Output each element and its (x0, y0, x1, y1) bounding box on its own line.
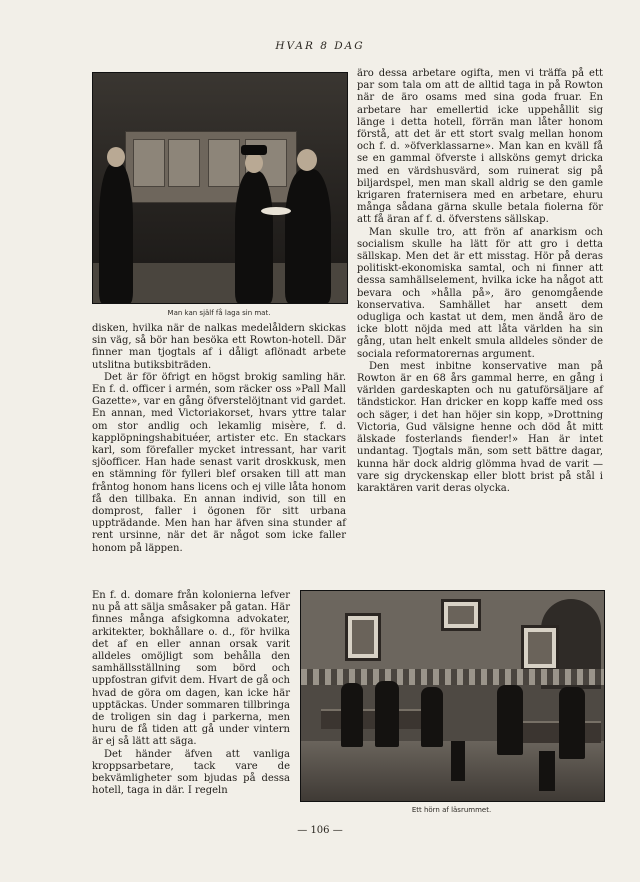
seated-reader (375, 681, 399, 747)
paragraph: En f. d. domare från kolonierna lefver nu på att sälja småsaker på gatan. Här finnes många afsigkomna advokater, arkitekter, bokhållare o. d., för hvilka det af en eller annan orsak varit alldeles omöjligt som behålla den samhällsställning som börd och uppfostran gifvit dem. Hvart de gå och hvad de göra om dagen, kan icke här upptäckas. Under sommaren tillbringa de troligen sin dag i parkerna, men huru de få tiden att gå under vintern är ej så lätt att säga. (92, 590, 290, 748)
paragraph: Man skulle tro, att frön af anarkism och socialism skulle ha lätt för att gro i detta sällskap. Men det är ett misstag. Hör på deras politiskt-ekonomiska samtal, och ni finner att dessa samhällselement, hvilka icke ha något att bevara och »hålla på», äro genomgående konservativa. Samhället har ansett dem odugliga och kastat ut dem, men ändå äro de icke blott nöjda med att låta världen ha sin gång, utan helt enkelt smula alldeles sönder de sociala reformatorernas argument. (357, 226, 603, 360)
cook-head (107, 147, 125, 167)
man-figure (285, 169, 331, 303)
reading-room-photo (300, 590, 605, 802)
page-number: — 106 — (297, 825, 343, 836)
left-column-narrow (92, 590, 290, 797)
chair (451, 741, 465, 781)
man-figure (235, 171, 273, 303)
running-head: HVAR 8 DAG (275, 40, 365, 52)
man-head (245, 153, 263, 173)
paragraph: Den mest inbitne konservative man på Rowton är en 68 års gammal herre, en gång i världen gardeskapten och nu gatuförsäljare af tändstickor. Han dricker en kopp kaffe med oss och säger, i det han höjer sin kopp, »Drottning Victoria, Gud välsigne henne och död åt mitt älskade fosterlands fiender!» Han är intet undantag. Tjogtals män, som sett bättre dagar, kunna här dock aldrig glömma hvad de varit — vare sig dryckenskap eller blott brist på stål i karaktären varit deras olycka. (357, 360, 603, 494)
oven-door (208, 139, 240, 187)
paragraph: äro dessa arbetare ogifta, men vi träffa på ett par som tala om att de alltid taga in på Rowton när de äro osams med sina goda fruar. En arbetare har emellertid icke uppehållit sig länge i detta hotell, förrän man låter honom förstå, att det är ett stort svalg mellan honom och f. d. »öfverklassarne». Man kan en kväll få se en gammal öfverste i allsköns gemyt dricka med en värdshusvärd, som ruinerat sig på biljardspel, men man skall aldrig se den gamle krigaren fraternisera med en arbetare, ehuru många sådana gärna skulle betala fiolerna för att få äran af f. d. öfverstens sällskap. (357, 68, 603, 226)
oven-door (168, 139, 200, 187)
kitchen-photo (92, 72, 348, 304)
plate (261, 207, 291, 215)
right-column-top (357, 68, 603, 495)
seated-reader (497, 685, 523, 755)
paragraph: Det händer äfven att vanliga kroppsarbetare, tack vare de bekvämligheter som bjudas på dessa hotell, taga in där. I regeln (92, 748, 290, 797)
wall-picture (521, 625, 559, 671)
caption-kitchen: Man kan själf få laga sin mat. (167, 309, 271, 317)
chair (539, 751, 555, 791)
seated-reader (341, 683, 363, 747)
cook-figure (99, 163, 133, 303)
bowler-hat (241, 145, 267, 155)
left-column (92, 323, 346, 555)
seated-reader (421, 687, 443, 747)
wall-picture (345, 613, 381, 661)
oven-door (133, 139, 165, 187)
caption-reading-room: Ett hörn af läsrummet. (411, 806, 492, 814)
man-head (297, 149, 317, 171)
seated-reader (559, 687, 585, 759)
wall-picture (441, 599, 481, 631)
paragraph: Det är för öfrigt en högst brokig samling här. En f. d. officer i armén, som räcker oss »Pall Mall Gazette», var en gång öfverstelöjtnant vid gardet. En annan, med Victoriakorset, hvars yttre talar om stor andlig och lekamlig misère, f. d. kapplöpningshabituéer, artister etc. En stackars karl, som förefaller mycket intressant, har varit sjöofficer. Han hade senast varit droskkusk, men en stämning för fylleri blef orsaken till att man fråntog honom hans licens och ej ville låta honom få den tillbaka. En annan individ, son till en domprost, faller i ögonen för sitt urbana uppträdande. Men han har äfven sina stunder af rent ursinne, när det är något som icke faller honom på läppen. (92, 371, 346, 554)
paragraph: disken, hvilka när de nalkas medelåldern skickas sin väg, så bör han besöka ett Rowton-hotell. Där finner man tjogtals af i dåligt aflönadt arbete utslitna butiksbiträden. (92, 323, 346, 371)
